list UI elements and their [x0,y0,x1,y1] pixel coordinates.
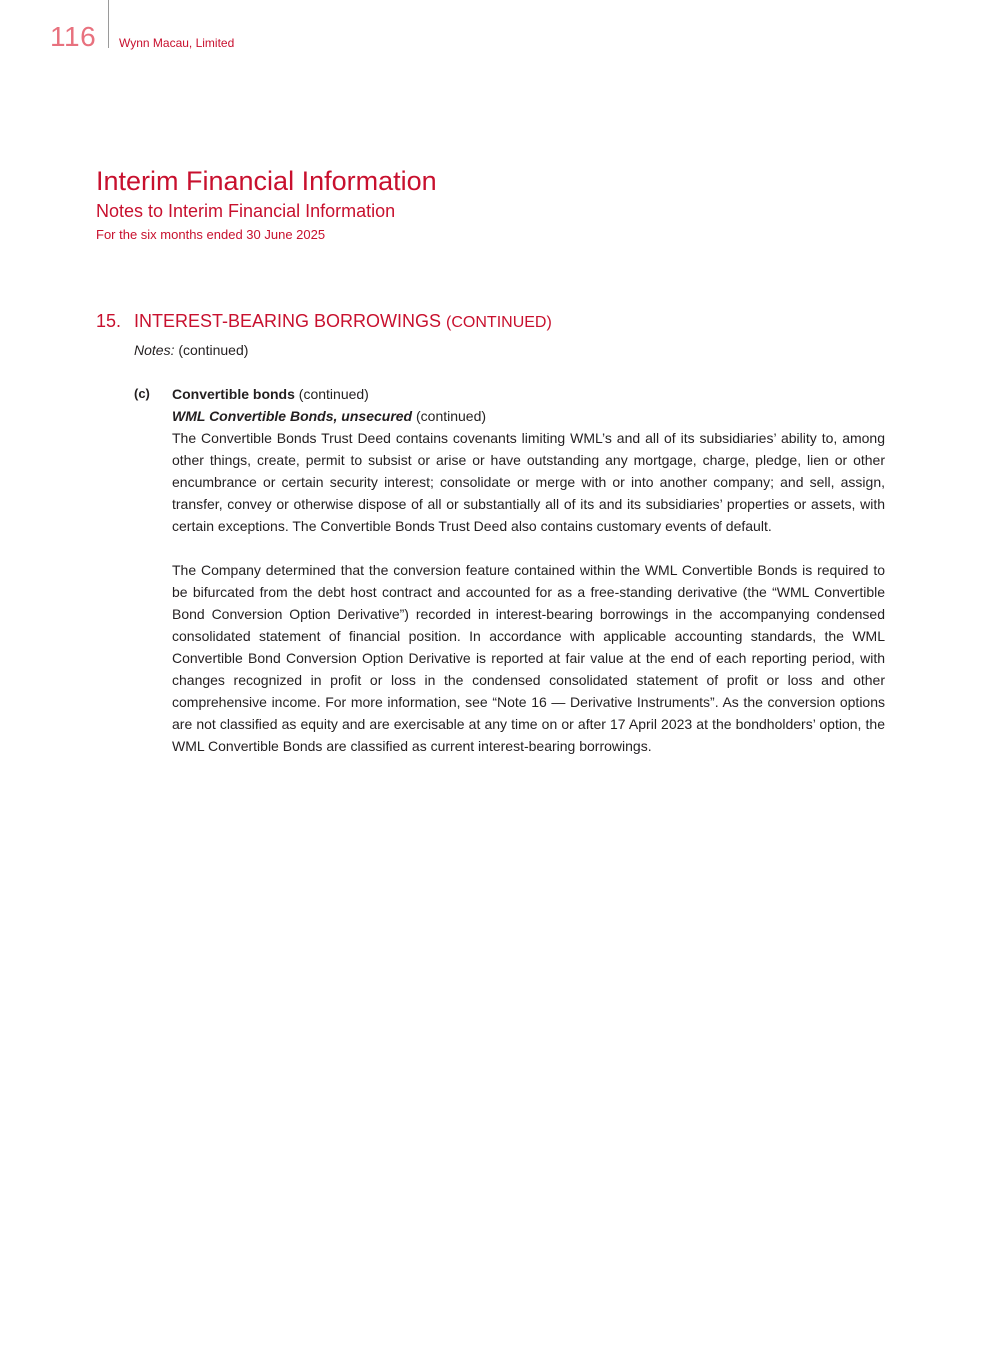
paragraph: The Convertible Bonds Trust Deed contains covenants limiting WML’s and all of its subsidiaries’ ability to, among other things, create, permit to subsist or arise or have outstanding any mortgage, charge, pledge, lien or other encumbrance or certain security interest; consolidate or merge with or into another company; and sell, assign, transfer, convey or otherwise dispose of all or substantially all of its and its subsidiaries’ properties or assets, with certain exceptions. The Convertible Bonds Trust Deed also contains customary events of default. [172,430,885,534]
company-name: Wynn Macau, Limited [119,36,235,50]
section-continued: (CONTINUED) [446,314,552,331]
header-divider [108,0,109,48]
page-number: 116 [50,21,97,52]
paragraph: The Company determined that the conversion feature contained within the WML Convertible Bonds is required to be bifurcated from the debt host contract and accounted for as a free-standing derivative (the “WML Convertible Bond Conversion Option Derivative”) recorded in interest-bearing borrowings in the accompanying condensed consolidated statement of financial position. In accordance with applicable accounting standards, the WML Convertible Bond Conversion Option Derivative is reported at fair value at the end of each reporting period, with changes recognized in profit or loss in the condensed consolidated statement of profit or loss and other comprehensive income. For more information, see “Note 16 — Derivative Instruments”. As the conversion options are not classified as equity and are exercisable at any time on or after 17 April 2023 at the bondholders’ option, the WML Convertible Bonds are classified as current interest-bearing borrowings. [172,562,885,754]
item-marker: (c) [134,386,150,401]
item-subheading [172,405,885,427]
item-heading-text: Convertible bonds [172,386,295,402]
item-content [172,383,885,757]
paragraph-spacer [172,537,885,559]
item-subheading-continued: (continued) [416,408,487,424]
notes-label [134,341,248,359]
item-subheading-text: WML Convertible Bonds, unsecured [172,408,413,424]
section-title: INTEREST-BEARING BORROWINGS [134,311,442,331]
item-heading-continued: (continued) [298,386,369,402]
notes-label-text: Notes: [134,342,175,358]
section-heading [96,310,552,334]
page-title: Interim Financial Information [96,166,437,196]
reporting-period: For the six months ended 30 June 2025 [96,227,326,242]
notes-continued: (continued) [178,342,249,358]
page-subtitle: Notes to Interim Financial Information [96,201,396,221]
item-heading [172,383,885,405]
section-number: 15. [96,311,122,331]
